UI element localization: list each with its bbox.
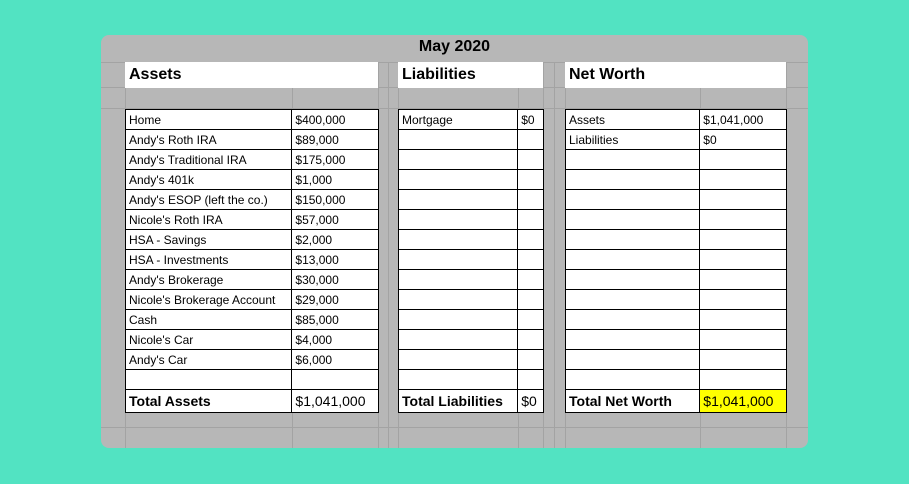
liabilities-value-cell[interactable] xyxy=(518,270,544,290)
net-worth-value-cell[interactable] xyxy=(700,150,787,170)
net-worth-row xyxy=(566,310,787,330)
liabilities-label-cell[interactable] xyxy=(399,370,518,390)
liabilities-value-cell[interactable] xyxy=(518,190,544,210)
liabilities-label-cell[interactable] xyxy=(399,230,518,250)
liabilities-value-cell[interactable] xyxy=(518,210,544,230)
net-worth-label-cell[interactable] xyxy=(566,370,700,390)
net-worth-row xyxy=(566,190,787,210)
liabilities-row xyxy=(399,330,544,350)
assets-row xyxy=(126,110,379,130)
liabilities-label-cell[interactable] xyxy=(399,310,518,330)
net-worth-header[interactable]: Net Worth xyxy=(565,62,786,88)
assets-label-cell[interactable]: HSA - Savings xyxy=(126,230,292,250)
liabilities-value-cell[interactable] xyxy=(518,370,544,390)
liabilities-label-cell[interactable] xyxy=(399,330,518,350)
gridline xyxy=(388,62,389,448)
liabilities-row xyxy=(399,370,544,390)
liabilities-total-row xyxy=(399,390,544,413)
liabilities-label-cell[interactable] xyxy=(399,130,518,150)
net-worth-label-cell[interactable] xyxy=(566,330,700,350)
assets-row xyxy=(126,310,379,330)
liabilities-label-cell[interactable] xyxy=(399,190,518,210)
assets-label-cell[interactable]: Nicole's Roth IRA xyxy=(126,210,292,230)
net-worth-value-cell[interactable] xyxy=(700,310,787,330)
net-worth-value-cell[interactable] xyxy=(700,370,787,390)
net-worth-label-cell[interactable] xyxy=(566,230,700,250)
assets-label-cell[interactable]: Andy's 401k xyxy=(126,170,292,190)
net-worth-value-cell[interactable]: $1,041,000 xyxy=(700,110,787,130)
assets-label-cell[interactable]: Nicole's Brokerage Account xyxy=(126,290,292,310)
liabilities-label-cell[interactable] xyxy=(399,210,518,230)
liabilities-header[interactable]: Liabilities xyxy=(398,62,543,88)
assets-label-cell[interactable]: Andy's Brokerage xyxy=(126,270,292,290)
liabilities-row xyxy=(399,190,544,210)
assets-label-cell[interactable]: HSA - Investments xyxy=(126,250,292,270)
net-worth-row xyxy=(566,210,787,230)
assets-row xyxy=(126,210,379,230)
net-worth-label-cell[interactable]: Liabilities xyxy=(566,130,700,150)
liabilities-value-cell[interactable] xyxy=(518,350,544,370)
net-worth-value-cell[interactable] xyxy=(700,350,787,370)
net-worth-value-cell[interactable] xyxy=(700,290,787,310)
assets-row xyxy=(126,270,379,290)
assets-total-row xyxy=(126,390,379,413)
net-worth-label-cell[interactable]: Assets xyxy=(566,110,700,130)
assets-row xyxy=(126,190,379,210)
sheet-title: May 2020 xyxy=(418,38,491,55)
assets-value-cell[interactable]: $30,000 xyxy=(292,270,379,290)
liabilities-label-cell[interactable] xyxy=(399,170,518,190)
assets-label-cell[interactable]: Andy's Traditional IRA xyxy=(126,150,292,170)
assets-value-cell[interactable]: $89,000 xyxy=(292,130,379,150)
assets-label-cell[interactable] xyxy=(126,370,292,390)
assets-total-value[interactable]: $1,041,000 xyxy=(292,390,379,413)
assets-row xyxy=(126,350,379,370)
net-worth-value-cell[interactable]: $0 xyxy=(700,130,787,150)
assets-value-cell[interactable]: $29,000 xyxy=(292,290,379,310)
liabilities-row xyxy=(399,170,544,190)
net-worth-row xyxy=(566,290,787,310)
liabilities-label-cell[interactable] xyxy=(399,150,518,170)
assets-row xyxy=(126,290,379,310)
liabilities-total-label[interactable]: Total Liabilities xyxy=(399,390,518,413)
net-worth-total-label[interactable]: Total Net Worth xyxy=(566,390,700,413)
liabilities-row xyxy=(399,230,544,250)
liabilities-label-cell[interactable] xyxy=(399,290,518,310)
liabilities-value-cell[interactable] xyxy=(518,150,544,170)
assets-row xyxy=(126,170,379,190)
net-worth-row xyxy=(566,110,787,130)
liabilities-row xyxy=(399,130,544,150)
net-worth-row xyxy=(566,250,787,270)
liabilities-row xyxy=(399,270,544,290)
net-worth-row xyxy=(566,270,787,290)
assets-value-cell[interactable]: $1,000 xyxy=(292,170,379,190)
net-worth-row xyxy=(566,230,787,250)
net-worth-label-cell[interactable] xyxy=(566,170,700,190)
liabilities-row xyxy=(399,110,544,130)
assets-value-cell[interactable]: $150,000 xyxy=(292,190,379,210)
assets-value-cell[interactable]: $4,000 xyxy=(292,330,379,350)
liabilities-row xyxy=(399,150,544,170)
net-worth-row xyxy=(566,370,787,390)
assets-value-cell[interactable]: $57,000 xyxy=(292,210,379,230)
assets-header[interactable]: Assets xyxy=(125,62,378,88)
assets-label-cell[interactable]: Andy's ESOP (left the co.) xyxy=(126,190,292,210)
assets-value-cell[interactable]: $400,000 xyxy=(292,110,379,130)
net-worth-label-cell[interactable] xyxy=(566,290,700,310)
gridline xyxy=(554,62,555,448)
liabilities-label-cell[interactable]: Mortgage xyxy=(399,110,518,130)
net-worth-total-row xyxy=(566,390,787,413)
net-worth-label-cell[interactable] xyxy=(566,310,700,330)
assets-value-cell[interactable]: $85,000 xyxy=(292,310,379,330)
net-worth-value-cell[interactable] xyxy=(700,330,787,350)
assets-row xyxy=(126,250,379,270)
net-worth-label-cell[interactable] xyxy=(566,210,700,230)
assets-row xyxy=(126,330,379,350)
net-worth-row xyxy=(566,130,787,150)
assets-label-cell[interactable]: Andy's Roth IRA xyxy=(126,130,292,150)
net-worth-label-cell[interactable] xyxy=(566,270,700,290)
assets-row xyxy=(126,130,379,150)
liabilities-value-cell[interactable] xyxy=(518,310,544,330)
net-worth-total-value[interactable]: $1,041,000 xyxy=(700,390,787,413)
assets-value-cell[interactable]: $6,000 xyxy=(292,350,379,370)
assets-total-label[interactable]: Total Assets xyxy=(126,390,292,413)
liabilities-value-cell[interactable] xyxy=(518,330,544,350)
net-worth-value-cell[interactable] xyxy=(700,250,787,270)
assets-label-cell[interactable]: Nicole's Car xyxy=(126,330,292,350)
gridline xyxy=(101,427,808,428)
assets-row xyxy=(126,150,379,170)
liabilities-table xyxy=(398,109,544,413)
assets-label-cell[interactable]: Andy's Car xyxy=(126,350,292,370)
assets-row xyxy=(126,230,379,250)
assets-row xyxy=(126,370,379,390)
spreadsheet-panel xyxy=(101,35,808,448)
net-worth-row xyxy=(566,150,787,170)
assets-value-cell[interactable]: $13,000 xyxy=(292,250,379,270)
liabilities-row xyxy=(399,250,544,270)
net-worth-value-cell[interactable] xyxy=(700,190,787,210)
liabilities-row xyxy=(399,210,544,230)
net-worth-label-cell[interactable] xyxy=(566,190,700,210)
assets-value-cell[interactable]: $175,000 xyxy=(292,150,379,170)
liabilities-value-cell[interactable]: $0 xyxy=(518,110,544,130)
net-worth-value-cell[interactable] xyxy=(700,210,787,230)
net-worth-label-cell[interactable] xyxy=(566,150,700,170)
liabilities-value-cell[interactable] xyxy=(518,290,544,310)
assets-label-cell[interactable]: Home xyxy=(126,110,292,130)
net-worth-row xyxy=(566,170,787,190)
assets-value-cell[interactable] xyxy=(292,370,379,390)
net-worth-table xyxy=(565,109,787,413)
liabilities-row xyxy=(399,310,544,330)
net-worth-row xyxy=(566,350,787,370)
liabilities-row xyxy=(399,290,544,310)
liabilities-value-cell[interactable] xyxy=(518,250,544,270)
net-worth-value-cell[interactable] xyxy=(700,230,787,250)
liabilities-label-cell[interactable] xyxy=(399,270,518,290)
liabilities-row xyxy=(399,350,544,370)
assets-value-cell[interactable]: $2,000 xyxy=(292,230,379,250)
liabilities-total-value[interactable]: $0 xyxy=(518,390,544,413)
assets-label-cell[interactable]: Cash xyxy=(126,310,292,330)
net-worth-label-cell[interactable] xyxy=(566,250,700,270)
liabilities-label-cell[interactable] xyxy=(399,350,518,370)
net-worth-label-cell[interactable] xyxy=(566,350,700,370)
net-worth-value-cell[interactable] xyxy=(700,270,787,290)
liabilities-value-cell[interactable] xyxy=(518,170,544,190)
assets-table xyxy=(125,109,379,413)
net-worth-row xyxy=(566,330,787,350)
liabilities-value-cell[interactable] xyxy=(518,130,544,150)
liabilities-value-cell[interactable] xyxy=(518,230,544,250)
net-worth-value-cell[interactable] xyxy=(700,170,787,190)
liabilities-label-cell[interactable] xyxy=(399,250,518,270)
